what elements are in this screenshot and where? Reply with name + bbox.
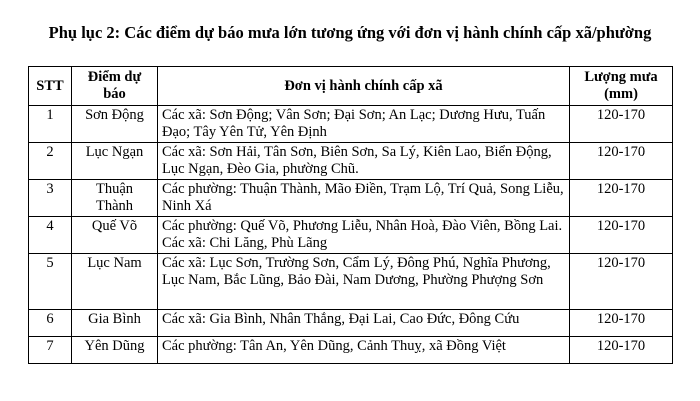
cell-stt: 1 (29, 106, 72, 143)
cell-stt: 5 (29, 254, 72, 310)
table-header (29, 67, 673, 106)
cell-rain: 120-170 (570, 106, 673, 143)
cell-rain: 120-170 (570, 143, 673, 180)
header-row (29, 67, 673, 106)
header-admin: Đơn vị hành chính cấp xã (158, 67, 570, 106)
cell-admin: Các xã: Sơn Động; Vân Sơn; Đại Sơn; An Lạc; Dương Hưu, Tuấn Đạo; Tây Yên Tử, Yên Định (158, 106, 570, 143)
cell-point: Gia Bình (72, 310, 158, 337)
table-row (29, 143, 673, 180)
cell-stt: 4 (29, 217, 72, 254)
cell-point: Sơn Động (72, 106, 158, 143)
cell-rain: 120-170 (570, 180, 673, 217)
cell-point: Thuận Thành (72, 180, 158, 217)
cell-point: Quế Võ (72, 217, 158, 254)
cell-point: Yên Dũng (72, 337, 158, 364)
header-point: Điểm dự báo (72, 67, 158, 106)
cell-stt: 3 (29, 180, 72, 217)
table-row (29, 310, 673, 337)
table-body (29, 106, 673, 364)
cell-stt: 7 (29, 337, 72, 364)
cell-rain: 120-170 (570, 310, 673, 337)
header-rain: Lượng mưa (mm) (570, 67, 673, 106)
table-row (29, 106, 673, 143)
cell-stt: 2 (29, 143, 72, 180)
forecast-table (28, 66, 673, 364)
cell-admin: Các xã: Gia Bình, Nhân Thắng, Đại Lai, Cao Đức, Đông Cứu (158, 310, 570, 337)
cell-admin: Các phường: Quế Võ, Phương Liễu, Nhân Hoà, Đào Viên, Bồng Lai. Các xã: Chi Lăng, Phù Lãng (158, 217, 570, 254)
table-row (29, 217, 673, 254)
cell-point: Lục Nam (72, 254, 158, 310)
cell-rain: 120-170 (570, 337, 673, 364)
cell-admin: Các phường: Thuận Thành, Mão Điền, Trạm Lộ, Trí Quả, Song Liễu, Ninh Xá (158, 180, 570, 217)
cell-point: Lục Ngạn (72, 143, 158, 180)
cell-admin: Các xã: Sơn Hải, Tân Sơn, Biên Sơn, Sa Lý, Kiên Lao, Biển Động, Lục Ngạn, Đèo Gia, phường Chũ. (158, 143, 570, 180)
cell-admin: Các phường: Tân An, Yên Dũng, Cảnh Thuỵ, xã Đồng Việt (158, 337, 570, 364)
cell-admin: Các xã: Lục Sơn, Trường Sơn, Cẩm Lý, Đông Phú, Nghĩa Phương, Lục Nam, Bắc Lũng, Bảo Đài, Nam Dương, Phường Phượng Sơn (158, 254, 570, 310)
cell-rain: 120-170 (570, 254, 673, 310)
cell-rain: 120-170 (570, 217, 673, 254)
table-row (29, 180, 673, 217)
table-row (29, 254, 673, 310)
table-row (29, 337, 673, 364)
appendix-title: Phụ lục 2: Các điểm dự báo mưa lớn tương ứng với đơn vị hành chính cấp xã/phường (48, 23, 652, 42)
header-stt: STT (29, 67, 72, 106)
cell-stt: 6 (29, 310, 72, 337)
